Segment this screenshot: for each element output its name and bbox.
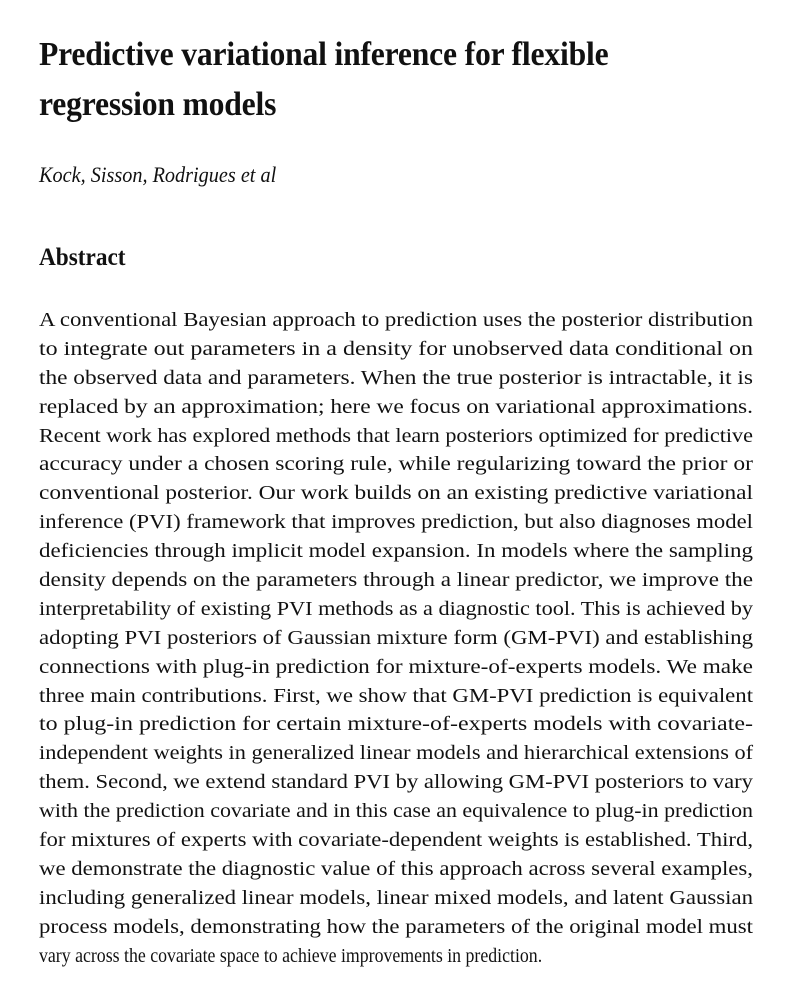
abstract-heading: Abstract <box>39 244 126 271</box>
abstract-line: them. Second, we extend standard PVI by allowing GM-PVI posteriors to vary <box>39 771 753 794</box>
abstract-line: deficiencies through implicit model expansion. In models where the sampling <box>39 540 754 563</box>
abstract-line: adopting PVI posteriors of Gaussian mixture form (GM-PVI) and establishing <box>39 626 753 649</box>
abstract-line: connections with plug-in prediction for mixture-of-experts models. We make <box>39 655 753 678</box>
paper-title <box>39 30 709 130</box>
title-line: Predictive variational inference for flexible <box>39 36 609 73</box>
title-line: regression models <box>39 86 277 123</box>
abstract-line: we demonstrate the diagnostic value of this approach across several examples, <box>39 857 753 880</box>
author-list: Kock, Sisson, Rodrigues et al <box>39 162 277 187</box>
abstract-line: to integrate out parameters in a density for unobserved data conditional on <box>39 337 753 360</box>
abstract-line: process models, demonstrating how the parameters of the original model must <box>39 915 753 938</box>
abstract-line: three main contributions. First, we show that GM-PVI prediction is equivalent <box>39 684 754 707</box>
abstract-line: conventional posterior. Our work builds on an existing predictive variational <box>39 482 754 505</box>
abstract-line: including generalized linear models, linear mixed models, and latent Gaussian <box>39 886 753 909</box>
abstract-line last-line: vary across the covariate space to achieve improvements in prediction. <box>39 944 543 967</box>
abstract-line: A conventional Bayesian approach to prediction uses the posterior distribution <box>39 309 754 331</box>
abstract-body <box>39 306 753 970</box>
abstract-line: the observed data and parameters. When the true posterior is intractable, it is <box>39 366 753 389</box>
abstract-line: interpretability of existing PVI methods as a diagnostic tool. This is achieved by <box>39 597 753 620</box>
abstract-line: accuracy under a chosen scoring rule, while regularizing toward the prior or <box>39 453 753 476</box>
abstract-line: to plug-in prediction for certain mixture-of-experts models with covariate- <box>39 713 754 736</box>
abstract-line: for mixtures of experts with covariate-dependent weights is established. Third, <box>39 829 753 852</box>
abstract-line: inference (PVI) framework that improves prediction, but also diagnoses model <box>39 511 753 534</box>
abstract-line: replaced by an approximation; here we focus on variational approximations. <box>39 395 754 418</box>
abstract-line: with the prediction covariate and in this case an equivalence to plug-in prediction <box>39 800 754 823</box>
abstract-line: density depends on the parameters through a linear predictor, we improve the <box>39 569 753 592</box>
abstract-line: Recent work has explored methods that learn posteriors optimized for predictive <box>39 424 754 447</box>
abstract-line: independent weights in generalized linear models and hierarchical extensions of <box>39 742 754 765</box>
